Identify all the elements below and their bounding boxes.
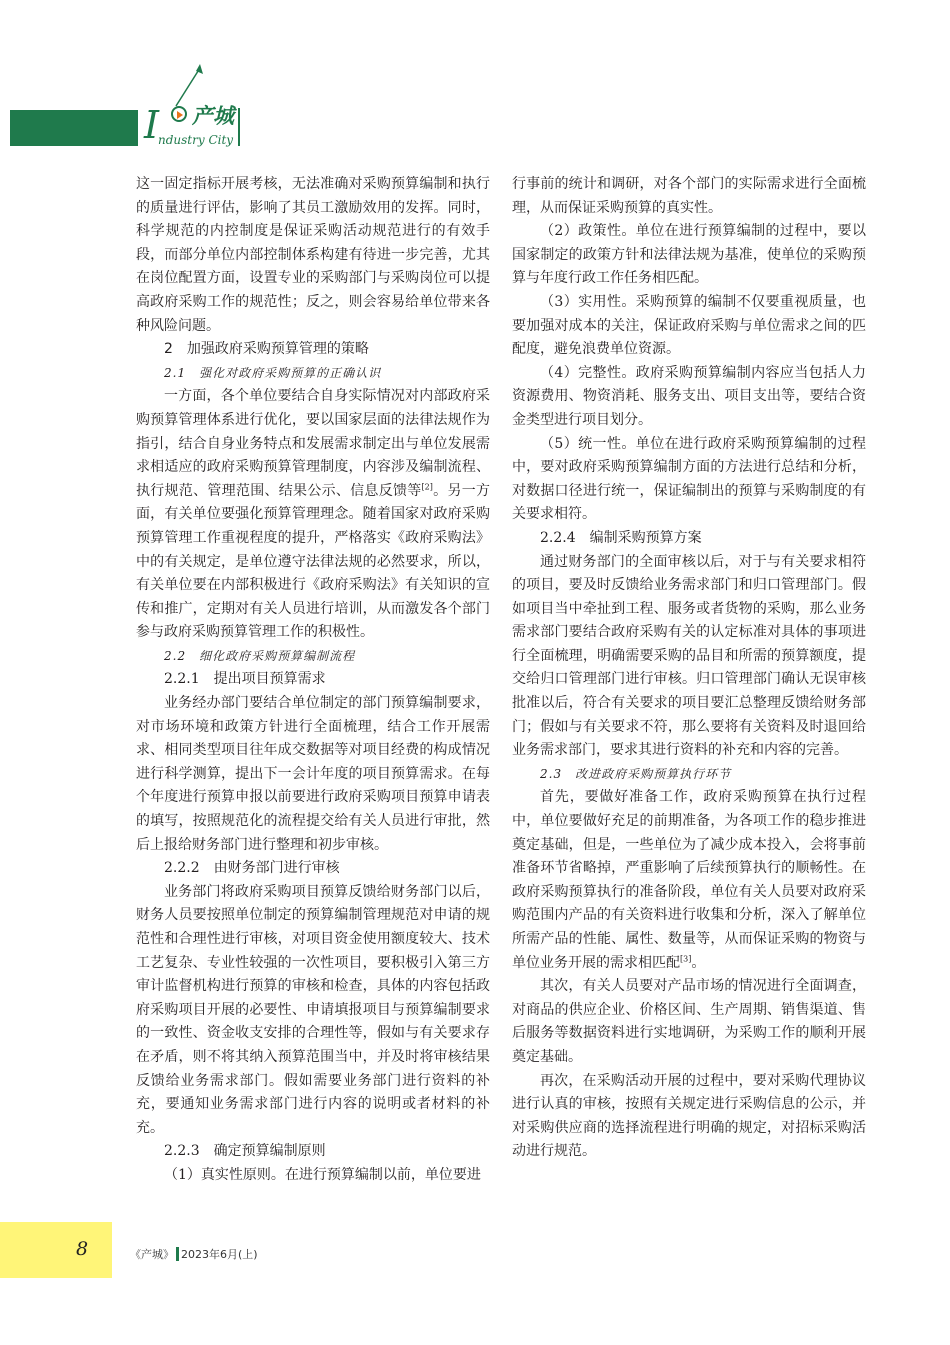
subsubsection-heading: 2.2.4 编制采购预算方案 [540, 529, 702, 546]
paragraph: （3）实用性。采购预算的编制不仅要重视质量，也要加强对成本的关注，保证政府采购与单位需求之间的匹配度，避免浪费单位资源。 [512, 293, 866, 358]
issue-date: 2023年6月(上) [181, 1248, 258, 1261]
right-column [512, 173, 866, 1164]
subsubsection-heading: 2.2.2 由财务部门进行审核 [164, 860, 340, 877]
footer-divider [176, 1247, 179, 1261]
subsection-heading: 2.2 细化政府采购预算编制流程 [164, 648, 356, 663]
paragraph: 行事前的统计和调研，对各个部门的实际需求进行全面梳理，从而保证采购预算的真实性。 [512, 176, 866, 216]
paragraph: 通过财务部门的全面审核以后，对于与有关要求相符的项目，要及时反馈给业务需求部门和归口管理部门。假如项目当中牵扯到工程、服务或者货物的采购，那么业务需求部门要结合政府采购有关的认定标准对具体的事项进行全面梳理，明确需要采购的品目和所需的预算额度，提交给归口管理部门进行审核。归口管理部门确认无误审核批准以后，符合有关要求的项目要汇总整理反馈给财务部门；假如与有关要求不符，那么要将有关资料及时退回给业务需求部门，要求其进行资料的补充和内容的完善。 [512, 553, 866, 759]
growth-arrow-icon [170, 62, 210, 110]
footer-color-block [0, 1222, 112, 1278]
logo-initial: I [144, 103, 160, 147]
paragraph: （4）完整性。政府采购预算编制内容应当包括人力资源费用、物资消耗、服务支出、项目支出等，要结合资金类型进行项目划分。 [512, 364, 866, 428]
citation: [3] [680, 953, 692, 963]
paragraph: 首先，要做好准备工作，政府采购预算在执行过程中，单位要做好充足的前期准备，为各项工作的稳步推进奠定基础，但是，一些单位为了减少成本投入，会将事前准备环节省略掉，严重影响了后续预算执行的顺畅性。在政府采购预算执行的准备阶段，单位有关人员要对政府采购范围内产品的有关资料进行收集和分析，深入了解单位所需产品的性能、属性、数量等，从而保证采购的物资与单位业务开展的需求相匹配[3]。 [512, 789, 866, 971]
paragraph: 这一固定指标开展考核，无法准确对采购预算编制和执行的质量进行评估，影响了其员工激励效用的发挥。同时，科学规范的内控制度是保证采购活动规范进行的有效手段，而部分单位内部控制体系构建有待进一步完善，尤其在岗位配置方面，设置专业的采购部门与采购岗位可以提高政府采购工作的规范性；反之，则会容易给单位带来各种风险问题。 [136, 176, 490, 334]
paragraph: （1）真实性原则。在进行预算编制以前，单位要进 [164, 1166, 481, 1183]
journal-name: 《产城》 [130, 1248, 174, 1261]
paragraph: 业务经办部门要结合单位制定的部门预算编制要求，对市场环境和政策方针进行全面梳理，结合工作开展需求、相同类型项目往年成交数据等对项目经费的构成情况进行科学测算，提出下一会计年度的项目预算需求。在每个年度进行预算申报以前要进行政府采购项目预算申请表的填写，按照规范化的流程提交给有关人员进行审批，然后上报给财务部门进行整理和初步审核。 [136, 695, 490, 853]
left-column [136, 173, 490, 1188]
section-heading: 2 加强政府采购预算管理的策略 [164, 341, 369, 358]
paragraph: 业务部门将政府采购项目预算反馈给财务部门以后，财务人员要按照单位制定的预算编制管理规范对申请的规范性和合理性进行审核，对项目资金使用额度较大、技术工艺复杂、专业性较强的一次性项目，要积极引入第三方审计监督机构进行预算的审核和检查，具体的内容包括政府采购项目开展的必要性、申请填报项目与预算编制要求的一致性、资金收支安排的合理性等，假如与有关要求存在矛盾，则不将其纳入预算范围当中，并及时将审核结果反馈给业务需求部门。假如需要业务部门进行资料的补充，要通知业务需求部门进行内容的说明或者材料的补充。 [136, 883, 490, 1136]
subsubsection-heading: 2.2.1 提出项目预算需求 [164, 671, 326, 688]
subsection-heading: 2.1 强化对政府采购预算的正确认识 [164, 365, 382, 380]
paragraph: 再次，在采购活动开展的过程中，要对采购代理协议进行认真的审核，按照有关规定进行采购信息的公示，并对采购供应商的选择流程进行明确的规定，对招标采购活动进行规范。 [512, 1072, 866, 1160]
logo-chinese: 产城 [192, 104, 234, 128]
journal-logo [140, 62, 250, 154]
paragraph: （2）政策性。单位在进行预算编制的过程中，要以国家制定的政策方针和法律法规为基准，使单位的采购预算与年度行政工作任务相匹配。 [512, 223, 866, 287]
paragraph: 一方面，各个单位要结合自身实际情况对内部政府采购预算管理体系进行优化，要以国家层面的法律法规作为指引，结合自身业务特点和发展需求制定出与单位发展需求相适应的政府采购预算管理制度，内容涉及编制流程、执行规范、管理范围、结果公示、信息反馈等[2]。另一方面，有关单位要强化预算管理理念。随着国家对政府采购预算管理工作重视程度的提升，严格落实《政府采购法》中的有关规定，是单位遵守法律法规的必然要求，所以，有关单位要在内部积极进行《政府采购法》有关知识的宣传和推广，定期对有关人员进行培训，从而激发各个部门参与政府采购预算管理工作的积极性。 [136, 388, 490, 641]
subsubsection-heading: 2.2.3 确定预算编制原则 [164, 1143, 326, 1160]
footer-journal-info [130, 1246, 258, 1262]
logo-english: ndustry City [158, 133, 234, 147]
paragraph: 其次，有关人员要对产品市场的情况进行全面调查，对商品的供应企业、价格区间、生产周期、销售渠道、售后服务等数据资料进行实地调研，为采购工作的顺利开展奠定基础。 [512, 978, 866, 1065]
page-number: 8 [76, 1238, 89, 1260]
subsection-heading: 2.3 改进政府采购预算执行环节 [540, 766, 732, 781]
citation: [2] [421, 482, 433, 492]
logo-divider [238, 108, 240, 146]
header-color-bar [10, 110, 138, 146]
play-circle-icon [171, 106, 187, 122]
paragraph: （5）统一性。单位在进行政府采购预算编制的过程中，要对政府采购预算编制方面的方法进行总结和分析，对数据口径进行统一，保证编制出的预算与采购制度的有关要求相符。 [512, 435, 866, 523]
